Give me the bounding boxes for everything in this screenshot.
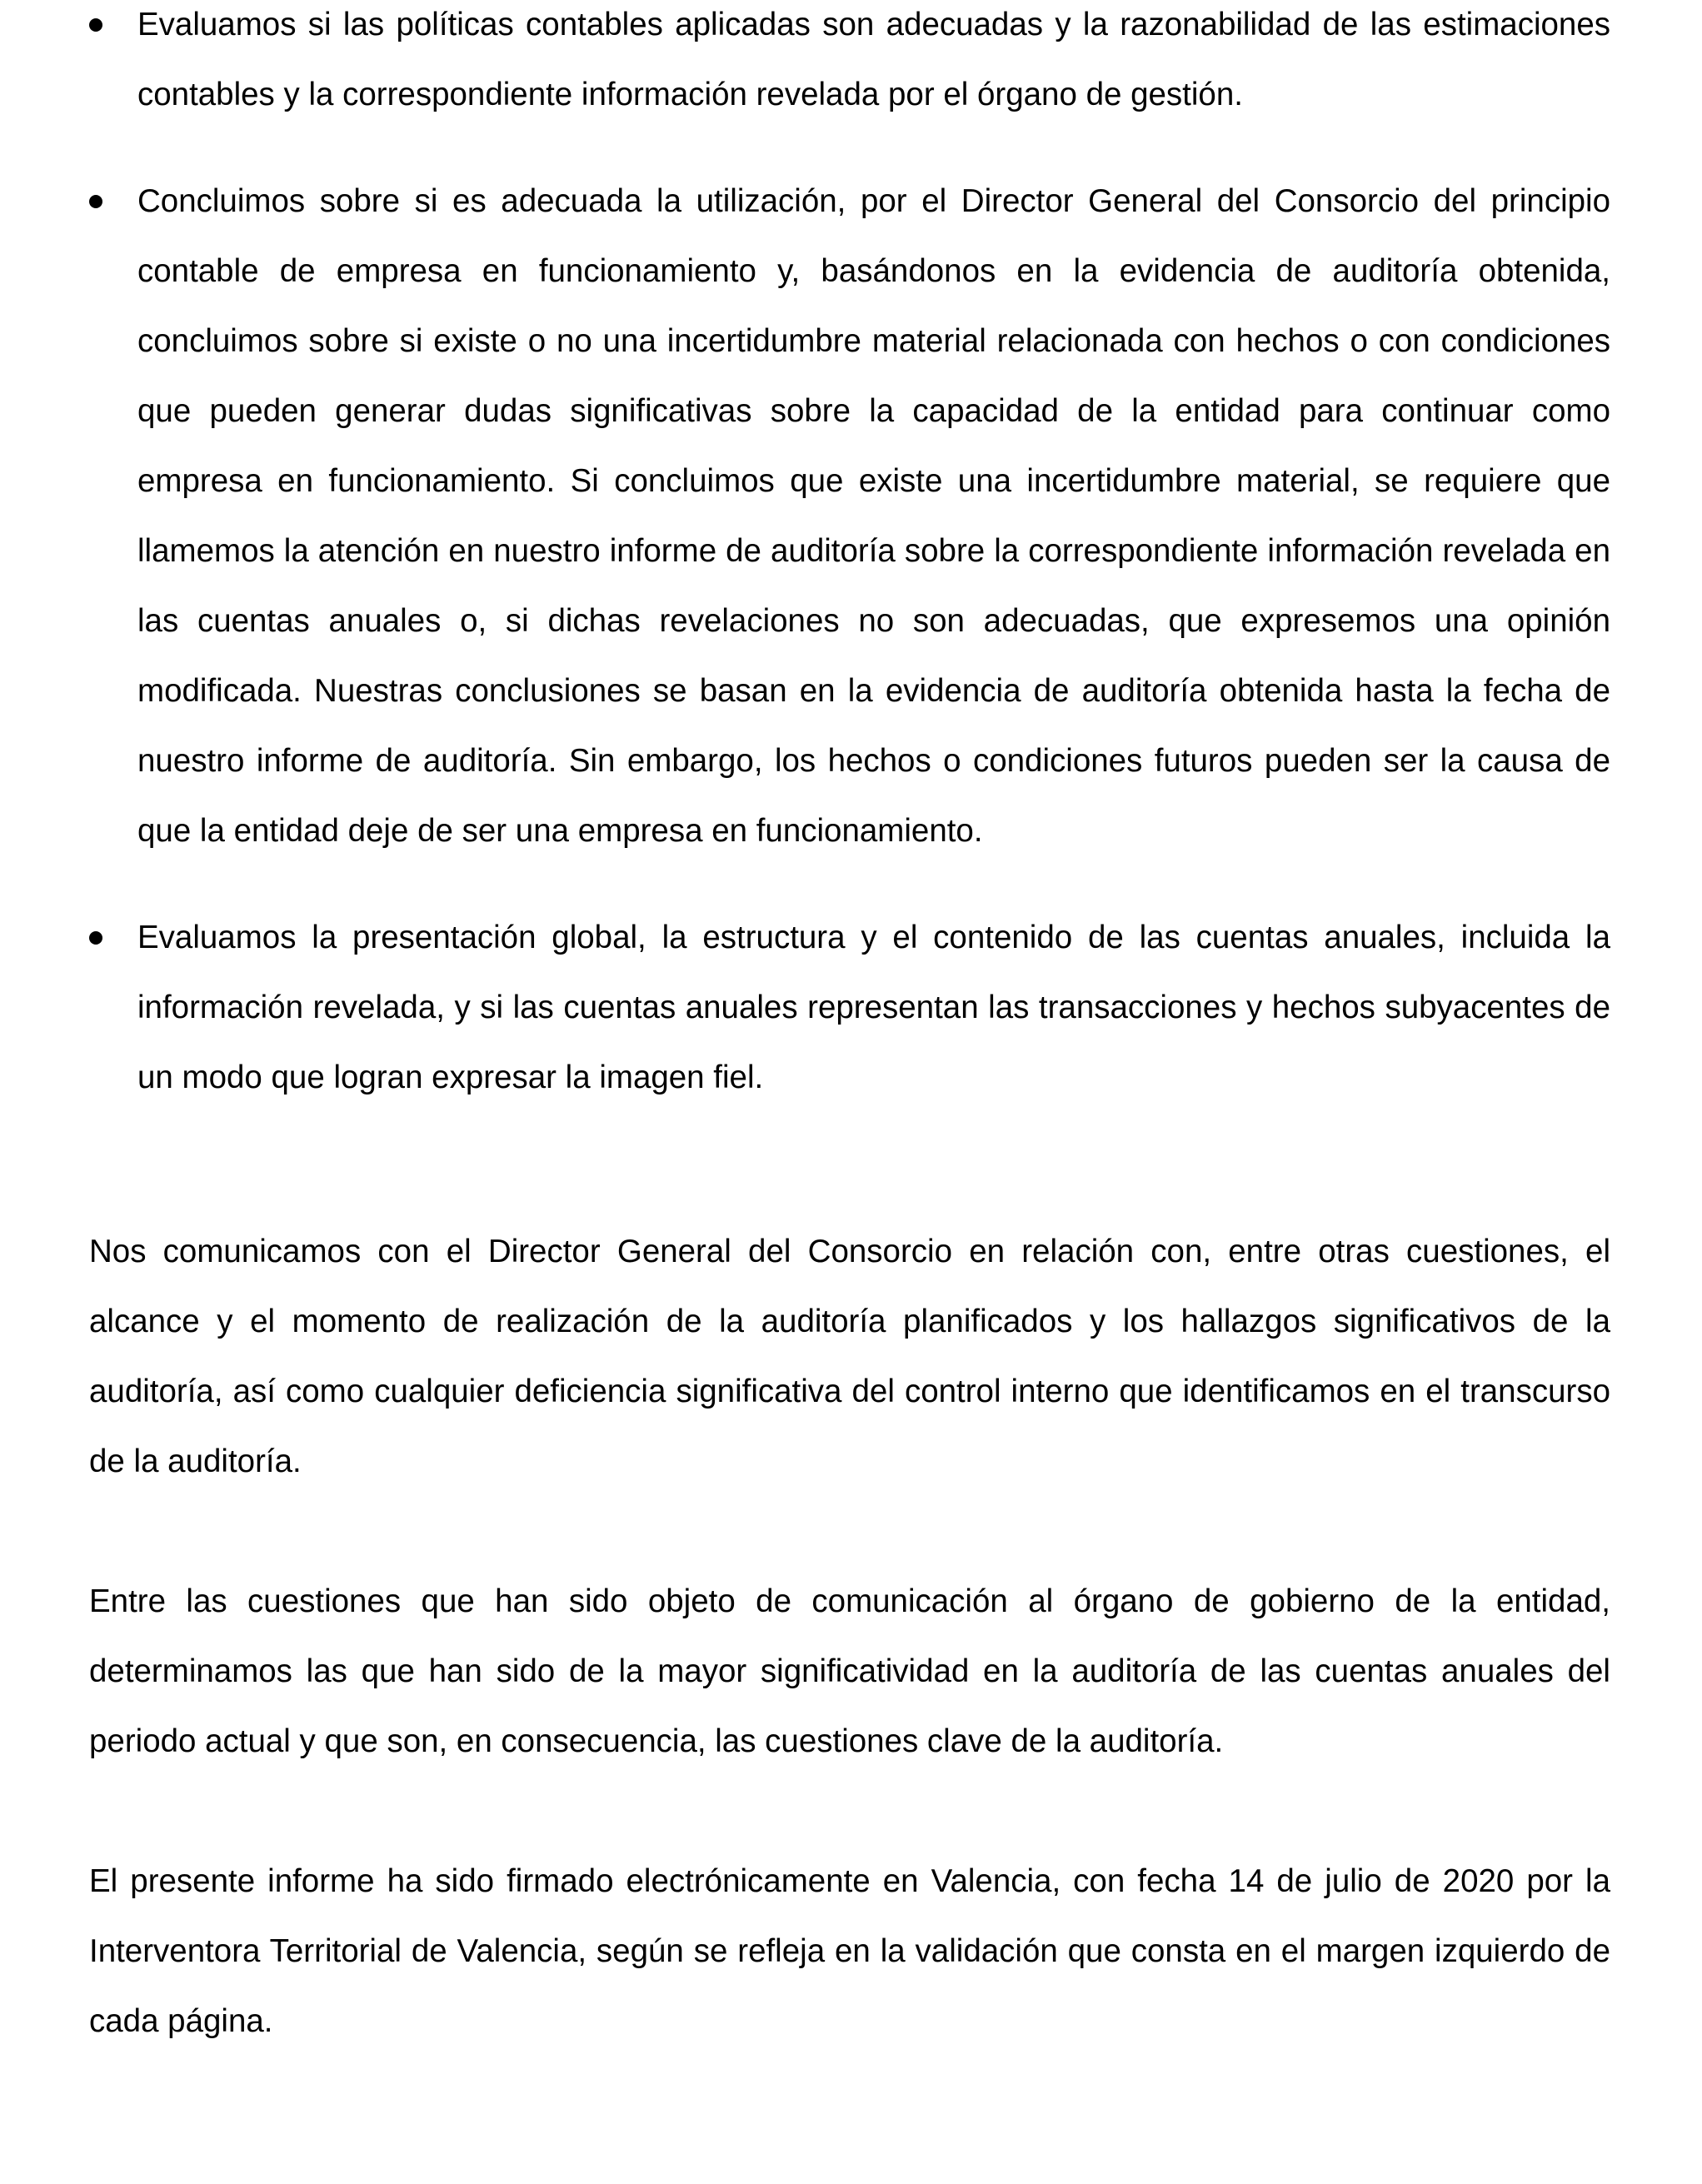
list-item (89, 167, 1610, 866)
bullet-icon (89, 18, 102, 32)
list-item (89, 0, 1610, 130)
list-item-text: Evaluamos si las políticas contables aplicadas son adecuadas y la razonabilidad de las estimaciones contables y la correspondiente información revelada por el órgano de gestión. (137, 7, 1610, 112)
list-item-text: Evaluamos la presentación global, la estructura y el contenido de las cuentas anuales, incluida la información revelada, y si las cuentas anuales representan las transacciones y hechos subyacentes de un modo que logran expresar la imagen fiel. (137, 920, 1610, 1095)
paragraph-communication: Nos comunicamos con el Director General del Consorcio en relación con, entre otras cuestiones, el alcance y el momento de realización de la auditoría planificados y los hallazgos significativos de la auditoría, así como cualquier deficiencia significativa del control interno que identificamos en el transcurso de la auditoría. (89, 1234, 1610, 1479)
list-item (89, 903, 1610, 1113)
document-page (89, 0, 1610, 2057)
bullet-icon (89, 931, 102, 945)
bullet-list (89, 0, 1610, 1113)
paragraph-key-matters: Entre las cuestiones que han sido objeto de comunicación al órgano de gobierno de la entidad, determinamos las que han sido de la mayor significatividad en la auditoría de las cuentas anuales del periodo actual y que son, en consecuencia, las cuestiones clave de la auditoría. (89, 1583, 1610, 1759)
paragraph-signature: El presente informe ha sido firmado electrónicamente en Valencia, con fecha 14 de julio de 2020 por la Interventora Territorial de Valencia, según se refleja en la validación que consta en el margen izquierdo de cada página. (89, 1863, 1610, 2039)
list-item-text: Concluimos sobre si es adecuada la utilización, por el Director General del Consorcio del principio contable de empresa en funcionamiento y, basándonos en la evidencia de auditoría obtenida, concluimos sobre si existe o no una incertidumbre material relacionada con hechos o con condiciones que pueden generar dudas significativas sobre la capacidad de la entidad para continuar como empresa en funcionamiento. Si concluimos que existe una incertidumbre material, se requiere que llamemos la atención en nuestro informe de auditoría sobre la correspondiente información revelada en las cuentas anuales o, si dichas revelaciones no son adecuadas, que expresemos una opinión modificada. Nuestras conclusiones se basan en la evidencia de auditoría obtenida hasta la fecha de nuestro informe de auditoría. Sin embargo, los hechos o condiciones futuros pueden ser la causa de que la entidad deje de ser una empresa en funcionamiento. (137, 183, 1610, 849)
bullet-icon (89, 195, 102, 208)
